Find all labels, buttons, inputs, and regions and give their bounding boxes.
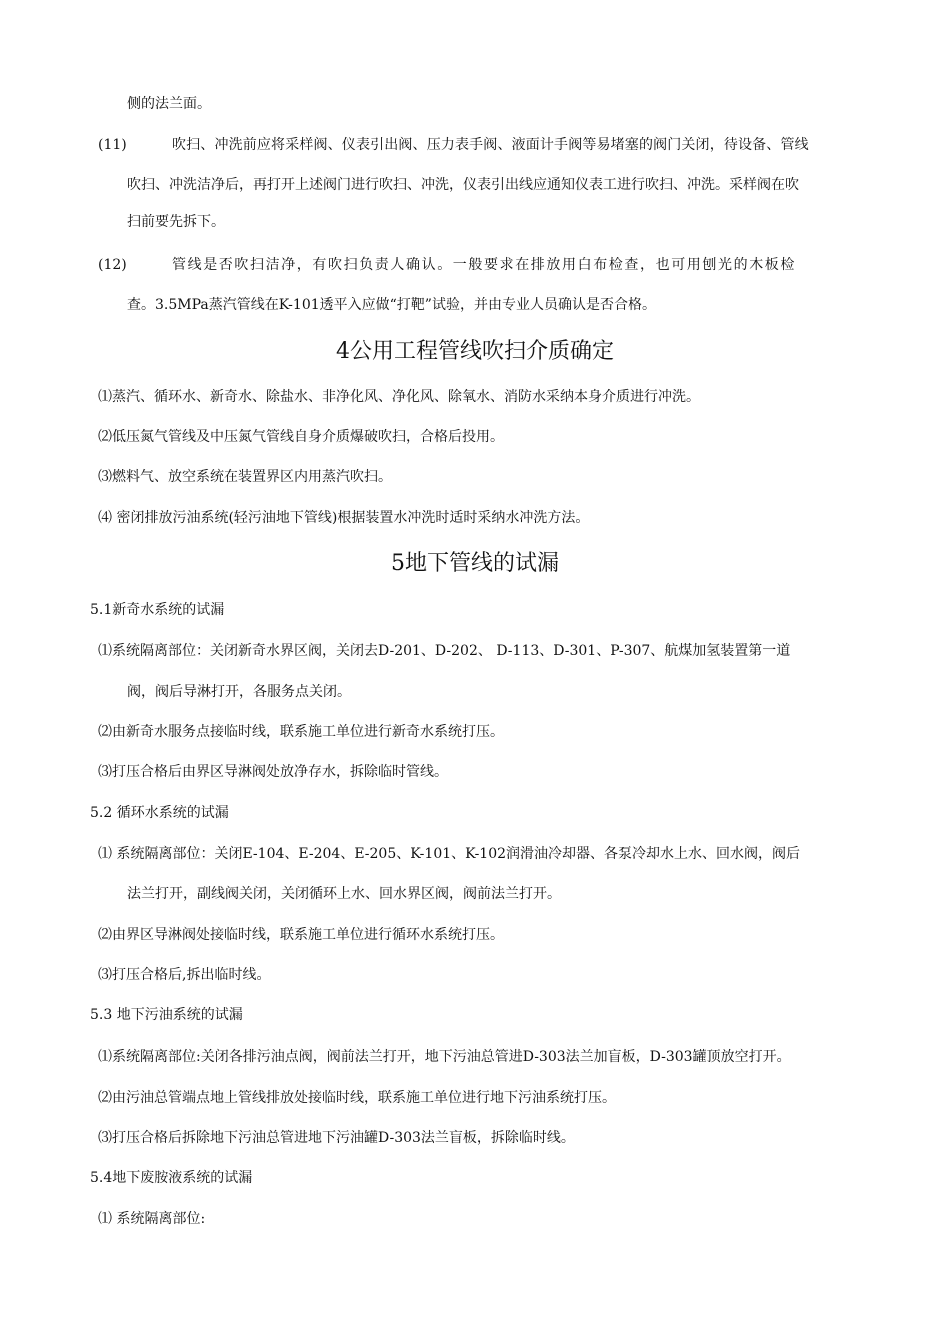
- item-text-line: 扫前要先拆下。: [127, 214, 225, 230]
- list-item: ⑵由污油总管端点地上管线排放处接临时线，联系施工单位进行地下污油系统打压。: [98, 1090, 616, 1106]
- list-item: ⑴系统隔离部位:关闭各排污油点阀，阀前法兰打开，地下污油总管进D-303法兰加盲板，D-303罐顶放空打开。: [98, 1049, 791, 1065]
- subsection-heading: 5.4地下废胺液系统的试漏: [90, 1170, 253, 1186]
- item-text-line: 查。3.5MPa蒸汽管线在K-101透平入应做“打靶”试验，并由专业人员确认是否合格。: [127, 297, 656, 313]
- list-item: ⑵低压氮气管线及中压氮气管线自身介质爆破吹扫，合格后投用。: [98, 429, 504, 445]
- list-item: ⑴蒸汽、循环水、新奇水、除盐水、非净化风、净化风、除氧水、消防水采纳本身介质进行冲洗。: [98, 389, 700, 405]
- list-item: ⑶打压合格后拆除地下污油总管进地下污油罐D-303法兰盲板，拆除临时线。: [98, 1130, 575, 1146]
- list-item: ⑴ 系统隔离部位:: [98, 1211, 206, 1227]
- item-text-line: 吹扫、冲洗洁净后，再打开上述阀门进行吹扫、冲洗，仪表引出线应通知仪表工进行吹扫、冲洗。采样阀在吹: [127, 177, 799, 193]
- item-text-line: 吹扫、冲洗前应将采样阀、仪表引出阀、压力表手阀、液面计手阀等易堵塞的阀门关闭，待设备、管线: [172, 137, 809, 153]
- item-number: (12): [98, 257, 127, 273]
- list-item: ⑶燃料气、放空系统在装置界区内用蒸汽吹扫。: [98, 469, 392, 485]
- paragraph-continuation: 侧的法兰面。: [127, 96, 211, 112]
- subsection-heading: 5.3 地下污油系统的试漏: [90, 1007, 243, 1023]
- subsection-heading: 5.2 循环水系统的试漏: [90, 805, 229, 821]
- subsection-heading: 5.1新奇水系统的试漏: [90, 602, 225, 618]
- list-item: ⑶打压合格后,拆出临时线。: [98, 967, 271, 983]
- list-item: ⑵由新奇水服务点接临时线，联系施工单位进行新奇水系统打压。: [98, 724, 504, 740]
- item-text-line: 管线是否吹扫洁净，有吹扫负责人确认。一般要求在排放用白布检查，也可用刨光的木板检: [172, 257, 796, 273]
- list-item: ⑶打压合格后由界区导淋阀处放净存水，拆除临时管线。: [98, 764, 448, 780]
- list-item: ⑴ 系统隔离部位：关闭E-104、E-204、E-205、K-101、K-102润滑油冷却器、各泵冷却水上水、回水阀，阀后: [98, 846, 801, 862]
- item-number: (11): [98, 137, 127, 153]
- list-item: ⑷ 密闭排放污油系统(轻污油地下管线)根据装置水冲洗时适时采纳水冲洗方法。: [98, 510, 590, 526]
- list-item-continuation: 法兰打开，副线阀关闭，关闭循环上水、回水界区阀，阀前法兰打开。: [127, 886, 561, 902]
- section-heading: 4公用工程管线吹扫介质确定: [336, 339, 614, 364]
- list-item: ⑴系统隔离部位：关闭新奇水界区阀，关闭去D-201、D-202、 D-113、D-301、P-307、航煤加氢装置第一道: [98, 643, 791, 659]
- section-heading: 5地下管线的试漏: [391, 551, 559, 576]
- list-item-continuation: 阀，阀后导淋打开，各服务点关闭。: [127, 684, 351, 700]
- list-item: ⑵由界区导淋阀处接临时线，联系施工单位进行循环水系统打压。: [98, 927, 504, 943]
